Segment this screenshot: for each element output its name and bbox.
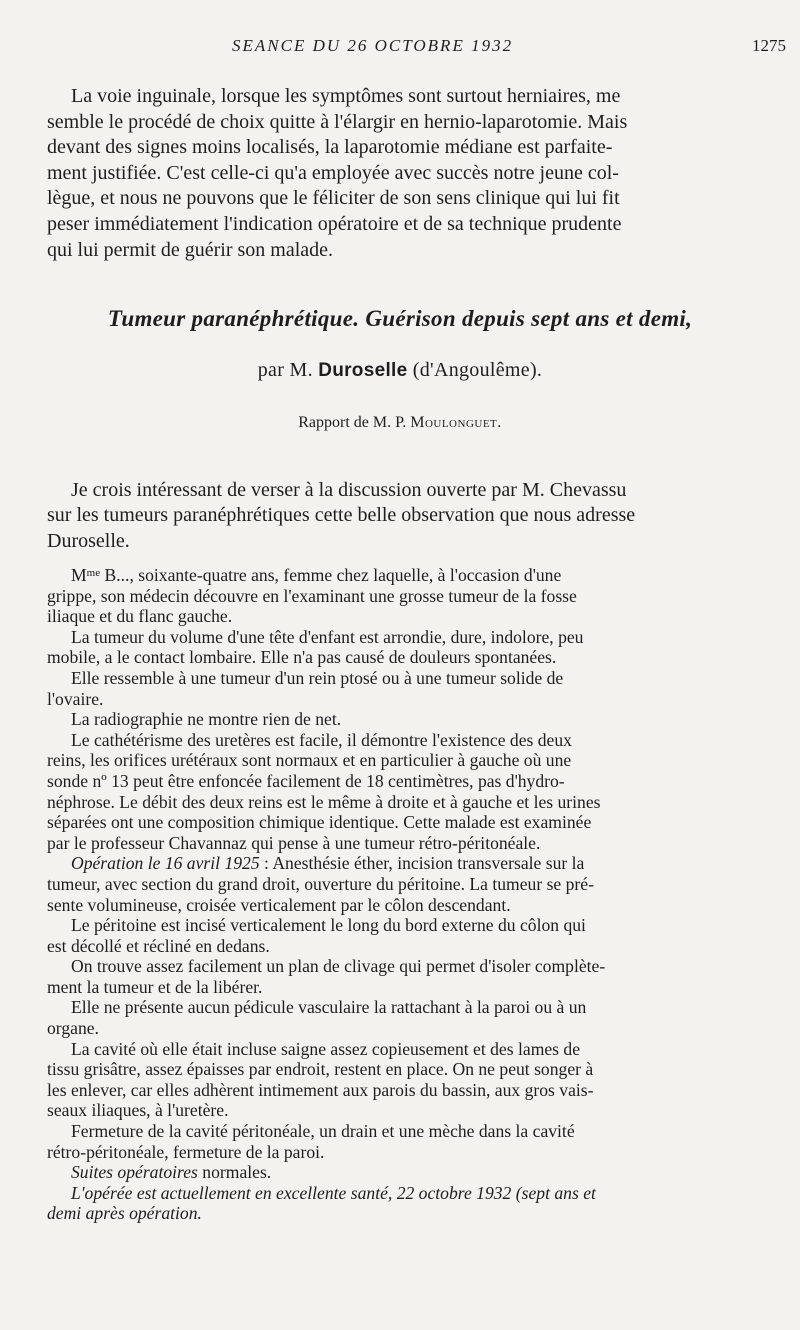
case-line: Le cathétérisme des uretères est facile, il démontre l'existence des deux	[71, 729, 572, 750]
case-line: les enlever, car elles adhèrent intimement aux parois du bassin, aux gros vais-	[47, 1079, 594, 1100]
text-line: lègue, et nous ne pouvons que le féliciter de son sens clinique qui lui fit	[47, 187, 620, 210]
page-number: 1275	[752, 36, 786, 55]
case-line: sente volumineuse, croisée verticalement par le côlon descendant.	[47, 894, 511, 915]
case-line: organe.	[47, 1018, 99, 1039]
text-line: La voie inguinale, lorsque les symptômes sont surtout herniaires, me	[71, 85, 621, 107]
title-abbrev: M	[71, 565, 87, 585]
text-line: qui lui permit de guérir son malade.	[47, 238, 334, 261]
author-name: Duroselle	[318, 360, 408, 381]
case-line: néphrose. Le débit des deux reins est le même à droite et à gauche et les urines	[47, 791, 601, 812]
case-line-text: B..., soixante-quatre ans, femme chez laquelle, à l'occasion d'une	[100, 565, 562, 585]
title-superscript: me	[86, 567, 101, 579]
outcome-line: demi après opération.	[47, 1203, 202, 1224]
lead-paragraph	[47, 478, 777, 554]
running-header	[0, 36, 800, 60]
case-line: Le péritoine est incisé verticalement le long du bord externe du côlon qui	[71, 915, 586, 936]
case-line: séparées ont une composition chimique identique. Cette malade est examinée	[47, 812, 592, 833]
case-line: sonde nº 13 peut être enfoncée facilement de 18 centimètres, pas d'hydro-	[47, 770, 565, 791]
case-line	[47, 853, 777, 874]
article-title: Tumeur paranéphrétique. Guérison depuis sept ans et demi,	[107, 306, 693, 331]
text-line: Duroselle.	[47, 529, 130, 552]
case-line: iliaque et du flanc gauche.	[47, 606, 233, 627]
case-line: ment la tumeur et de la libérer.	[47, 976, 263, 997]
case-line: l'ovaire.	[47, 688, 104, 709]
case-line: reins, les orifices urétéraux sont normaux et en particulier à gauche où une	[47, 750, 572, 771]
case-line: seaux iliaques, à l'uretère.	[47, 1100, 229, 1121]
text-line: devant des signes moins localisés, la laparotomie médiane est parfaite-	[47, 136, 613, 159]
intro-paragraph	[47, 84, 777, 263]
case-line: par le professeur Chavannaz qui pense à une tumeur rétro-péritonéale.	[47, 832, 541, 853]
running-title: SEANCE DU 26 OCTOBRE 1932	[232, 36, 514, 55]
text-line: Je crois intéressant de verser à la discussion ouverte par M. Chevassu	[71, 479, 627, 501]
case-line: Elle ressemble à une tumeur d'un rein ptosé ou à une tumeur solide de	[71, 667, 564, 688]
case-line: La cavité où elle était incluse saigne assez copieusement et des lames de	[71, 1038, 581, 1059]
byline-suffix: (d'Angoulême).	[412, 359, 543, 381]
case-line	[47, 563, 777, 586]
case-line: rétro-péritonéale, fermeture de la paroi.	[47, 1141, 325, 1162]
outcome-line: L'opérée est actuellement en excellente santé, 22 octobre 1932 (sept ans et	[71, 1182, 596, 1203]
text-line: semble le procédé de choix quitte à l'élargir en hernio-laparotomie. Mais	[47, 110, 628, 133]
case-line: Elle ne présente aucun pédicule vasculaire la rattachant à la paroi ou à un	[71, 997, 587, 1018]
case-line: La radiographie ne montre rien de net.	[71, 709, 342, 730]
byline-prefix: par M.	[257, 359, 313, 381]
text-line: ment justifiée. C'est celle-ci qu'a employée avec succès notre jeune col-	[47, 161, 619, 184]
report-prefix: Rapport de M. P.	[298, 414, 407, 431]
case-line: est décollé et récliné en dedans.	[47, 935, 270, 956]
case-line: tissu grisâtre, assez épaisses par endroit, restent en place. On ne peut songer à	[47, 1059, 594, 1080]
case-line-text: : Anesthésie éther, incision transversale sur la	[259, 853, 585, 874]
byline	[0, 359, 800, 382]
report-line	[0, 414, 800, 432]
rapporteur-name: Moulonguet.	[410, 414, 502, 431]
case-line-text: normales.	[197, 1162, 272, 1183]
case-line: Fermeture de la cavité péritonéale, un drain et une mèche dans la cavité	[71, 1121, 575, 1142]
operation-date: Opération le 16 avril 1925	[71, 853, 260, 874]
case-line: mobile, a le contact lombaire. Elle n'a pas causé de douleurs spontanées.	[47, 647, 557, 668]
case-line: La tumeur du volume d'une tête d'enfant est arrondie, dure, indolore, peu	[71, 626, 584, 647]
case-line: tumeur, avec section du grand droit, ouverture du péritoine. La tumeur se pré-	[47, 873, 594, 894]
postop-label: Suites opératoires	[71, 1162, 198, 1183]
case-report	[47, 563, 777, 1224]
case-line	[47, 1162, 777, 1183]
text-line: peser immédiatement l'indication opératoire et de sa technique prudente	[47, 212, 622, 235]
text-line: sur les tumeurs paranéphrétiques cette belle observation que nous adresse	[47, 504, 636, 527]
case-line: On trouve assez facilement un plan de clivage qui permet d'isoler complète-	[71, 956, 606, 977]
case-line: grippe, son médecin découvre en l'examinant une grosse tumeur de la fosse	[47, 585, 577, 606]
